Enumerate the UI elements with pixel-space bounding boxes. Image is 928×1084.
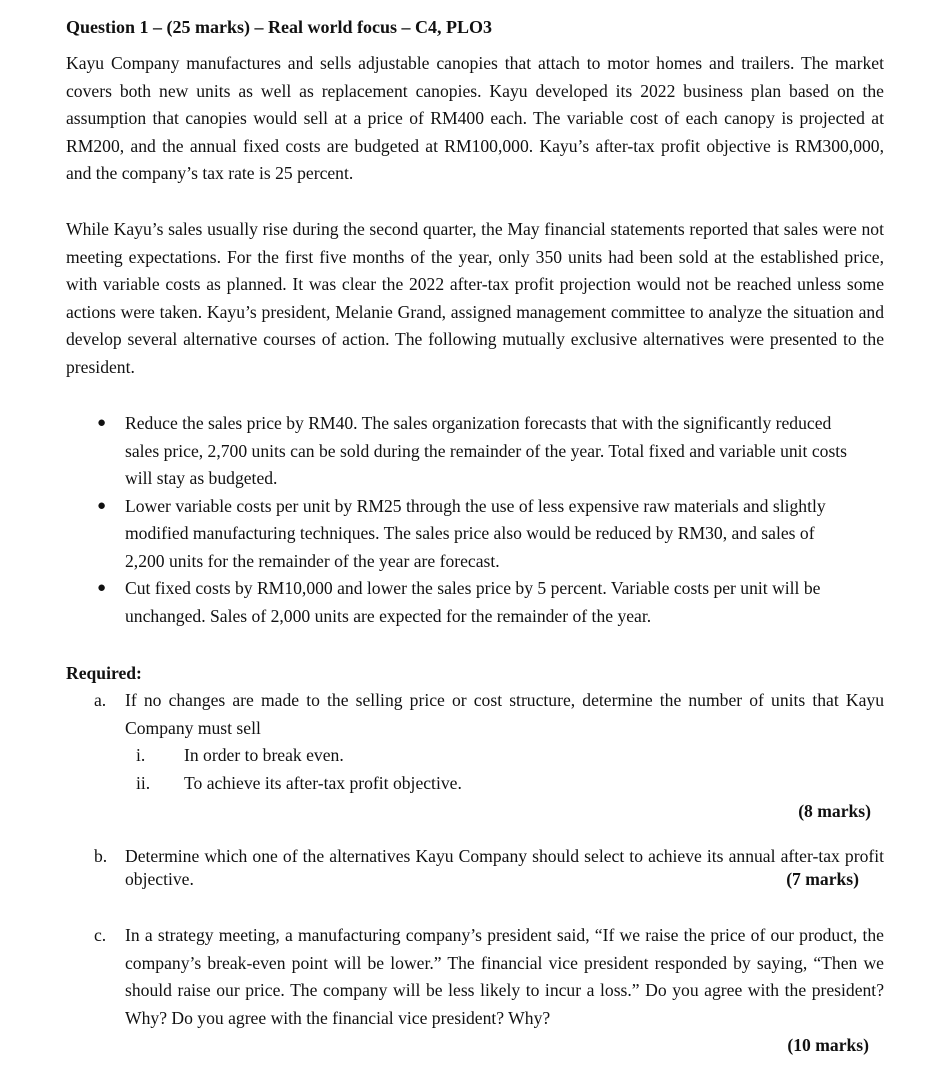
alternative-text: Cut fixed costs by RM10,000 and lower the sales price by 5 percent. Variable costs per unit will be unchanged. Sales of 2,000 units are expected for the remainder of the year. — [125, 578, 821, 626]
sub-item-text: In order to break even. — [184, 745, 344, 765]
required-item-c — [94, 922, 884, 1032]
situation-paragraph: While Kayu’s sales usually rise during the second quarter, the May financial statements reported that sales were not meeting expectations. For the first five months of the year, only 350 units had been sold at the established price, with variable costs as planned. It was clear the 2022 after-tax profit projection would not be reached unless some actions were taken. Kayu’s president, Melanie Grand, assigned management committee to analyze the situation and develop several alternative courses of action. The following mutually exclusive alternatives were presented to the president. — [66, 219, 884, 377]
marks-c: (10 marks) — [787, 1035, 869, 1055]
required-item-a — [94, 687, 884, 742]
alternative-item — [66, 493, 855, 576]
alternatives-list — [66, 410, 884, 630]
alternative-text: Lower variable costs per unit by RM25 through the use of less expensive raw materials and slightly modified manufacturing techniques. The sales price also would be reduced by RM30, and sales of 2,200 units for the remainder of the year are forecast. — [125, 495, 826, 571]
sub-item-i — [136, 742, 344, 770]
required-heading: Required: — [66, 663, 142, 683]
marks-b: (7 marks) — [786, 869, 859, 889]
sub-item-number: ii. — [136, 773, 151, 793]
sub-item-ii — [136, 770, 462, 798]
item-letter: c. — [94, 925, 107, 945]
bullet-icon: ● — [97, 497, 107, 514]
alternative-item — [66, 575, 855, 630]
alternative-text: Reduce the sales price by RM40. The sales organization forecasts that with the significantly reduced sales price, 2,700 units can be sold during the remainder of the year. Total fixed and variable unit costs will stay as budgeted. — [125, 413, 848, 488]
bullet-icon: ● — [97, 415, 107, 431]
item-text: Determine which one of the alternatives Kayu Company should select to achieve its annual after-tax profit objective. — [125, 846, 884, 889]
item-letter: a. — [94, 690, 107, 710]
alternative-item — [66, 410, 855, 493]
sub-item-number: i. — [136, 745, 146, 765]
required-item-b — [94, 845, 884, 891]
bullet-icon: ● — [97, 580, 107, 596]
question-title: Question 1 – (25 marks) – Real world focus – C4, PLO3 — [66, 17, 492, 37]
item-text: In a strategy meeting, a manufacturing company’s president said, “If we raise the price of our product, the company’s break-even point will be lower.” The financial vice president responded by saying, “Then we should raise our price. The company will be less likely to incur a loss.” Do you agree with the president? Why? Do you agree with the financial vice president? Why? — [125, 925, 884, 1028]
marks-a: (8 marks) — [798, 801, 871, 821]
item-text: If no changes are made to the selling price or cost structure, determine the number of units that Kayu Company must sell — [125, 690, 884, 738]
sub-item-text: To achieve its after-tax profit objective. — [184, 773, 462, 793]
item-letter: b. — [94, 846, 108, 866]
intro-paragraph: Kayu Company manufactures and sells adjustable canopies that attach to motor homes and trailers. The market covers both new units as well as replacement canopies. Kayu developed its 2022 business plan based on the assumption that canopies would sell at a price of RM400 each. The variable cost of each canopy is projected at RM200, and the annual fixed costs are budgeted at RM100,000. Kayu’s after-tax profit objective is RM300,000, and the company’s tax rate is 25 percent. — [66, 53, 884, 183]
